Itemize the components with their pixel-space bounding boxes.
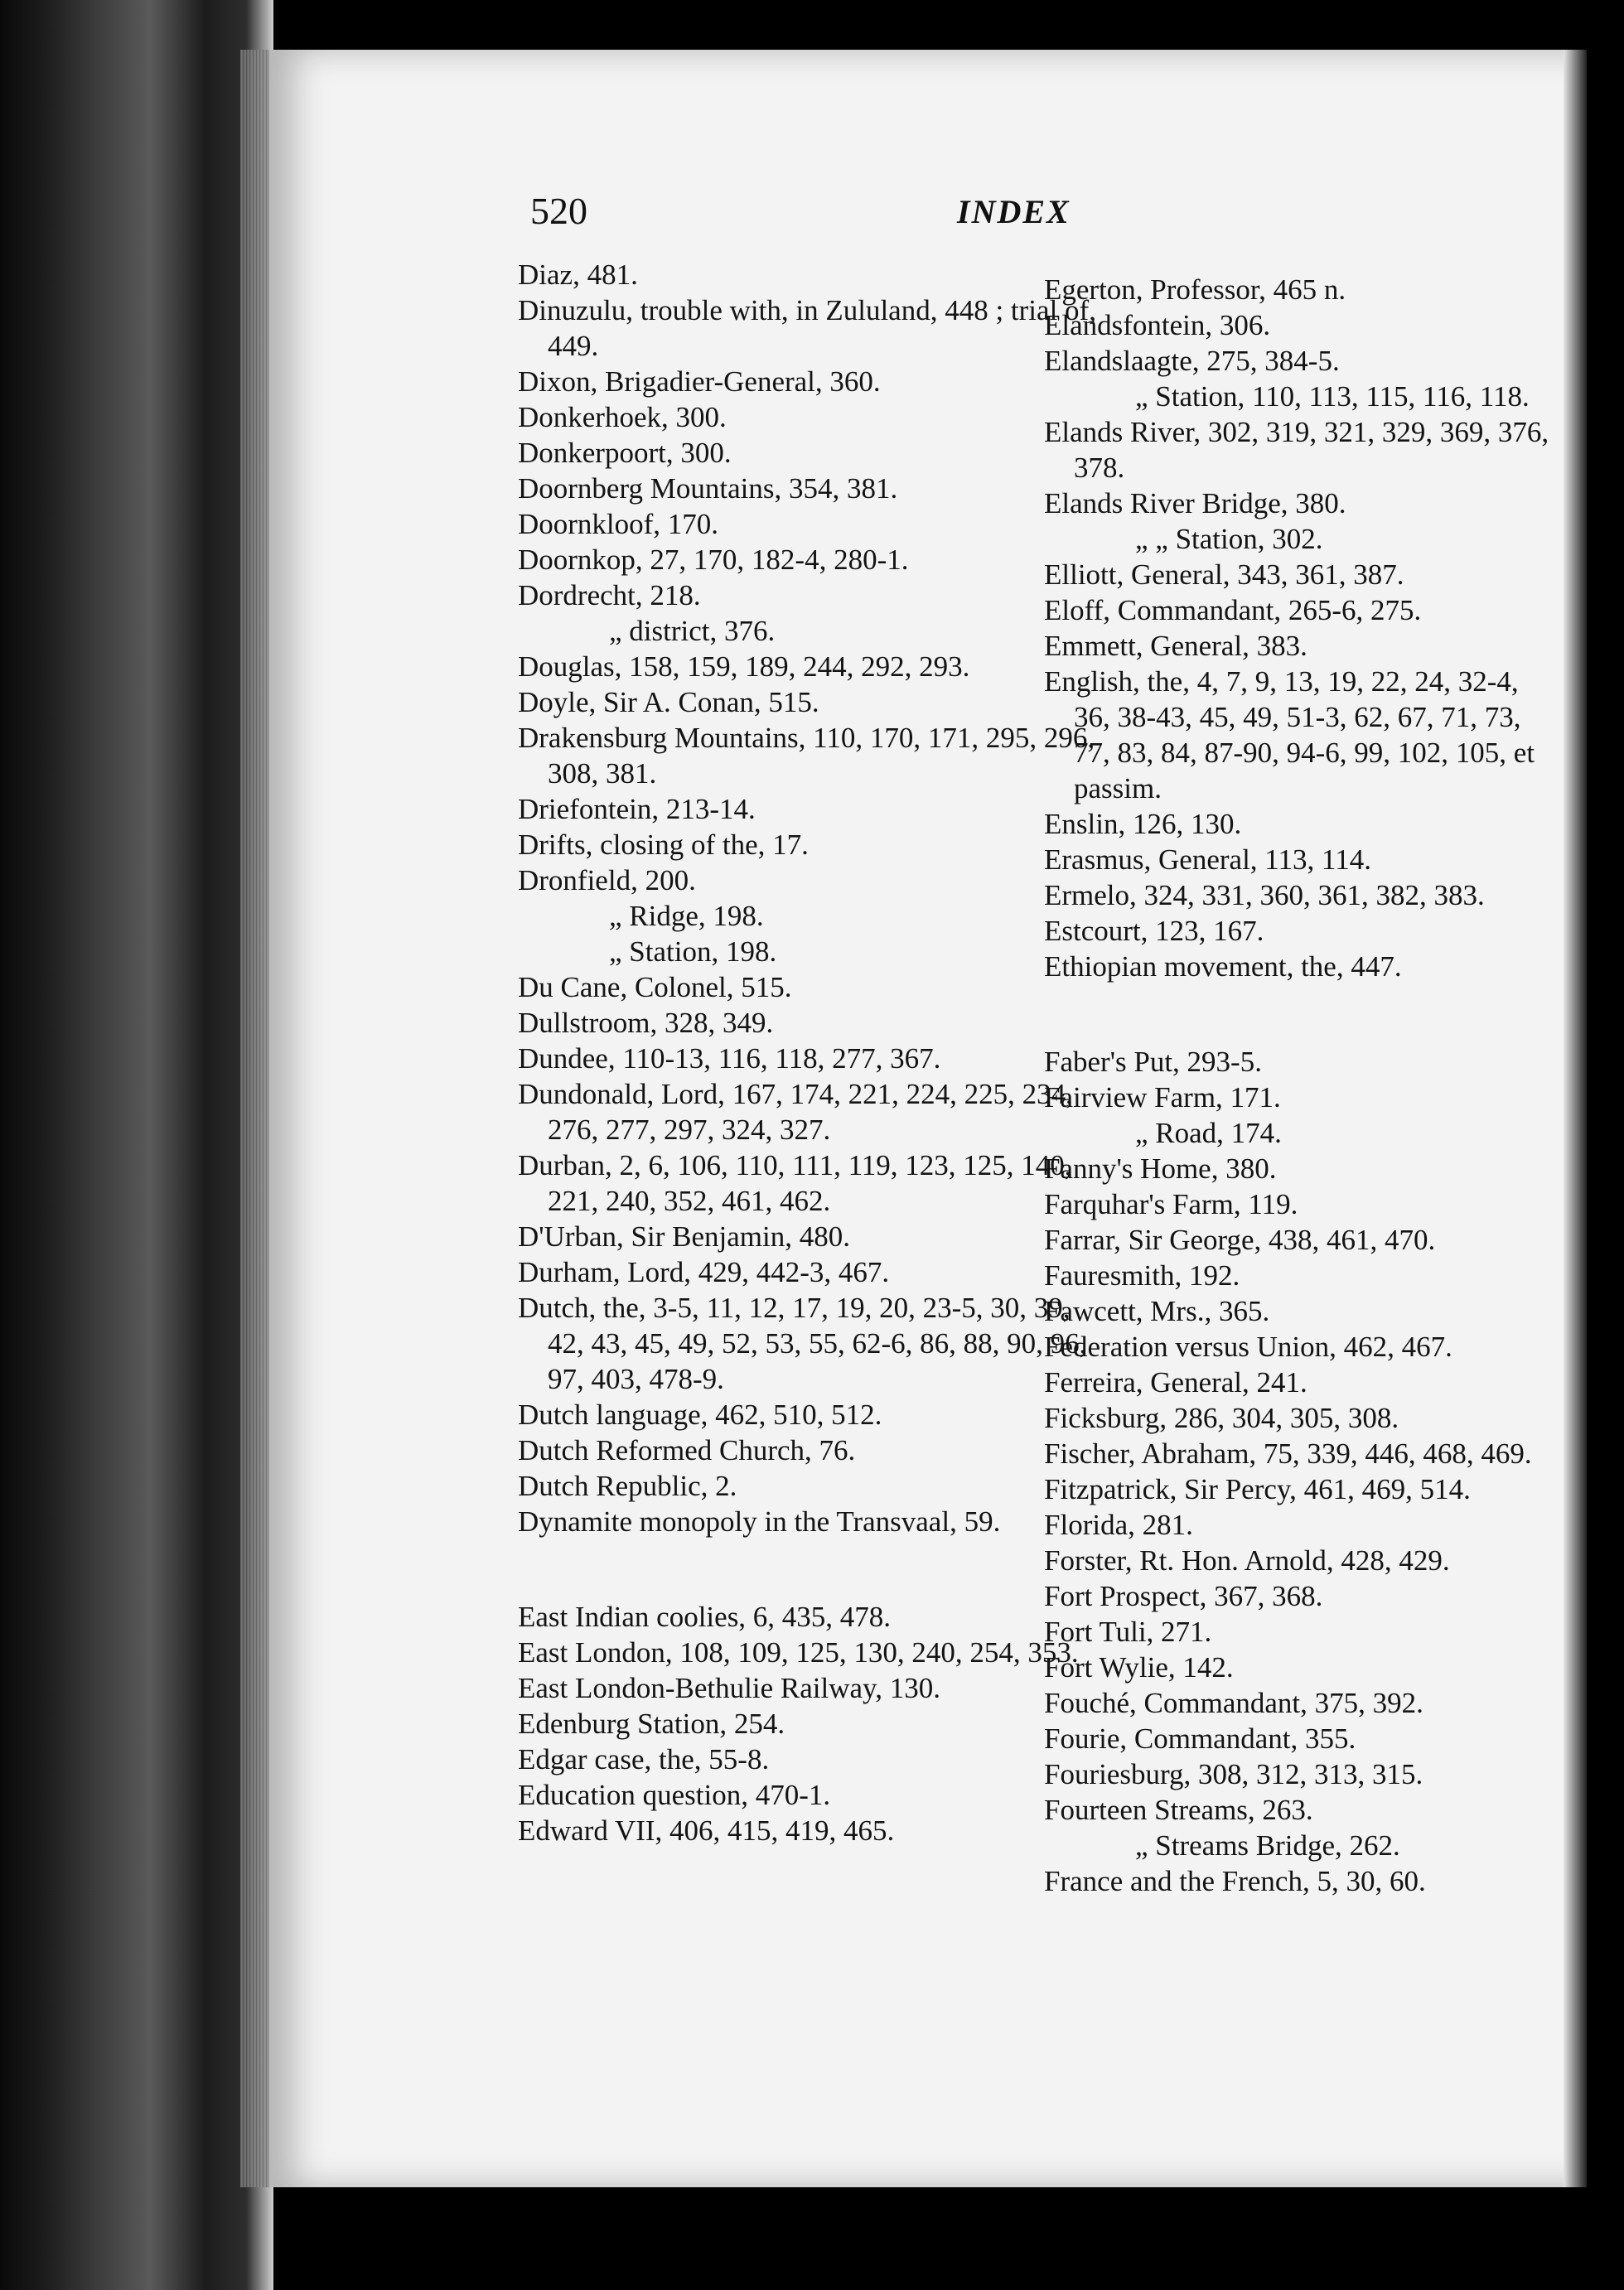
index-entry: Fitzpatrick, Sir Percy, 461, 469, 514.	[1044, 1473, 1471, 1505]
index-entry: Dundee, 110-13, 116, 118, 277, 367.	[518, 1042, 941, 1075]
index-entry: Dutch Reformed Church, 76.	[518, 1434, 856, 1466]
index-entry: Edgar case, the, 55-8.	[518, 1743, 770, 1775]
index-entry: Erasmus, General, 113, 114.	[1044, 843, 1371, 876]
index-entry: Federation versus Union, 462, 467.	[1044, 1331, 1452, 1363]
index-entry: Elands River Bridge, 380.	[1044, 487, 1346, 519]
index-entry: Durban, 2, 6, 106, 110, 111, 119, 123, 125, 140, 221, 240, 352, 461, 462.	[518, 1149, 1072, 1217]
index-entry: Durham, Lord, 429, 442-3, 467.	[518, 1256, 890, 1288]
index-entry: Ficksburg, 286, 304, 305, 308.	[1044, 1402, 1399, 1434]
left-index-column	[518, 257, 1098, 1848]
group-gap	[518, 1539, 1098, 1599]
index-entry: Edward VII, 406, 415, 419, 465.	[518, 1814, 895, 1847]
index-entry: Doornkop, 27, 170, 182-4, 280-1.	[518, 544, 909, 576]
index-page	[269, 50, 1587, 2187]
index-entry: Fort Tuli, 271.	[1044, 1616, 1212, 1648]
index-entry: Elliott, General, 343, 361, 387.	[1044, 558, 1404, 591]
index-group-f	[1044, 1044, 1558, 1899]
index-entry: East London-Bethulie Railway, 130.	[518, 1672, 940, 1704]
index-entry: Dullstroom, 328, 349.	[518, 1007, 774, 1039]
index-entry: Fourteen Streams, 263.	[1044, 1794, 1313, 1826]
index-entry: Fauresmith, 192.	[1044, 1259, 1240, 1292]
index-entry: Du Cane, Colonel, 515.	[518, 971, 792, 1003]
index-entry: Fawcett, Mrs., 365.	[1044, 1295, 1270, 1327]
index-entry: Elandslaagte, 275, 384-5.	[1044, 345, 1340, 377]
index-entry: Forster, Rt. Hon. Arnold, 428, 429.	[1044, 1544, 1450, 1577]
index-entry: Dixon, Brigadier-General, 360.	[518, 365, 881, 398]
index-entry: Drifts, closing of the, 17.	[518, 829, 809, 861]
index-entry: Ferreira, General, 241.	[1044, 1366, 1307, 1399]
index-entry: Fort Prospect, 367, 368.	[1044, 1580, 1323, 1612]
index-entry: Doornkloof, 170.	[518, 508, 719, 540]
index-entry: Dinuzulu, trouble with, in Zululand, 448 ; trial of, 449.	[518, 294, 1096, 362]
index-entry: East London, 108, 109, 125, 130, 240, 254, 353.	[518, 1636, 1079, 1669]
right-index-column	[1044, 272, 1558, 1899]
index-entry: Dutch Republic, 2.	[518, 1470, 737, 1502]
index-entry: Fanny's Home, 380.	[1044, 1152, 1277, 1185]
index-entry: Egerton, Professor, 465 n.	[1044, 273, 1346, 306]
index-entry: Drakensburg Mountains, 110, 170, 171, 295, 296, 308, 381.	[518, 722, 1095, 790]
index-entry: Elandsfontein, 306.	[1044, 309, 1271, 341]
page-stack-edge	[240, 50, 273, 2187]
index-entry: Florida, 281.	[1044, 1509, 1193, 1541]
index-entry: East Indian coolies, 6, 435, 478.	[518, 1601, 892, 1633]
running-title: INDEX	[957, 193, 1071, 230]
index-entry: Fort Wylie, 142.	[1044, 1651, 1234, 1684]
index-entry: D'Urban, Sir Benjamin, 480.	[518, 1220, 850, 1253]
index-entry: Doornberg Mountains, 354, 381.	[518, 472, 898, 505]
index-entry: Estcourt, 123, 167.	[1044, 915, 1264, 947]
index-entry: „ Streams Bridge, 262.	[1135, 1829, 1400, 1862]
index-entry: Elands River, 302, 319, 321, 329, 369, 376, 378.	[1044, 416, 1549, 484]
index-entry: Douglas, 158, 159, 189, 244, 292, 293.	[518, 650, 970, 683]
index-entry: „ Ridge, 198.	[609, 900, 764, 932]
index-entry: Doyle, Sir A. Conan, 515.	[518, 686, 819, 718]
index-entry: Faber's Put, 293-5.	[1044, 1046, 1262, 1078]
index-entry: Fouriesburg, 308, 312, 313, 315.	[1044, 1758, 1423, 1790]
index-entry: Farrar, Sir George, 438, 461, 470.	[1044, 1224, 1436, 1256]
index-entry: Diaz, 481.	[518, 258, 638, 291]
index-entry: Dundonald, Lord, 167, 174, 221, 224, 225, 234, 276, 277, 297, 324, 327.	[518, 1078, 1073, 1146]
group-gap	[1044, 984, 1558, 1044]
index-entry: Dynamite monopoly in the Transvaal, 59.	[518, 1505, 1001, 1538]
index-entry: Driefontein, 213-14.	[518, 793, 756, 825]
index-entry: English, the, 4, 7, 9, 13, 19, 22, 24, 32-4, 36, 38-43, 45, 49, 51-3, 62, 67, 71, 73, 77, 83, 84, 87-90, 94-6, 99, 102, 105, et passim.	[1044, 665, 1535, 804]
book-spine	[0, 0, 273, 2290]
index-entry: Edenburg Station, 254.	[518, 1708, 785, 1740]
index-entry: Donkerhoek, 300.	[518, 401, 727, 433]
index-entry: „ Road, 174.	[1135, 1117, 1282, 1149]
index-entry: Dordrecht, 218.	[518, 579, 701, 611]
index-entry: Fouché, Commandant, 375, 392.	[1044, 1687, 1423, 1719]
index-entry: Donkerpoort, 300.	[518, 437, 732, 469]
page-header	[269, 189, 1587, 247]
index-entry: „ „ Station, 302.	[1135, 523, 1323, 555]
index-entry: Dutch, the, 3-5, 11, 12, 17, 19, 20, 23-5, 30, 39, 42, 43, 45, 49, 52, 53, 55, 62-6, 86, 88, 90, 96, 97, 403, 478-9.	[518, 1292, 1087, 1395]
index-entry: Emmett, General, 383.	[1044, 630, 1307, 662]
index-entry: „ Station, 110, 113, 115, 116, 118.	[1135, 380, 1530, 413]
index-entry: Fourie, Commandant, 355.	[1044, 1722, 1356, 1755]
index-entry: Ermelo, 324, 331, 360, 361, 382, 383.	[1044, 879, 1485, 911]
index-entry: France and the French, 5, 30, 60.	[1044, 1865, 1426, 1897]
page-number: 520	[530, 190, 587, 232]
index-entry: Enslin, 126, 130.	[1044, 808, 1242, 840]
index-entry: Fischer, Abraham, 75, 339, 446, 468, 469.	[1044, 1437, 1532, 1470]
index-group-d	[518, 257, 1098, 1539]
page-right-edge	[1564, 50, 1587, 2187]
index-entry: Fairview Farm, 171.	[1044, 1081, 1281, 1114]
index-entry: Farquhar's Farm, 119.	[1044, 1188, 1298, 1220]
index-entry: Education question, 470-1.	[518, 1779, 831, 1811]
index-group-e-continued	[1044, 272, 1558, 984]
index-entry: „ district, 376.	[609, 615, 776, 647]
index-entry: „ Station, 198.	[609, 935, 777, 968]
index-entry: Ethiopian movement, the, 447.	[1044, 950, 1402, 983]
index-entry: Dronfield, 200.	[518, 864, 696, 896]
index-entry: Eloff, Commandant, 265-6, 275.	[1044, 594, 1422, 626]
index-entry: Dutch language, 462, 510, 512.	[518, 1399, 882, 1431]
index-group-e	[518, 1599, 1098, 1848]
